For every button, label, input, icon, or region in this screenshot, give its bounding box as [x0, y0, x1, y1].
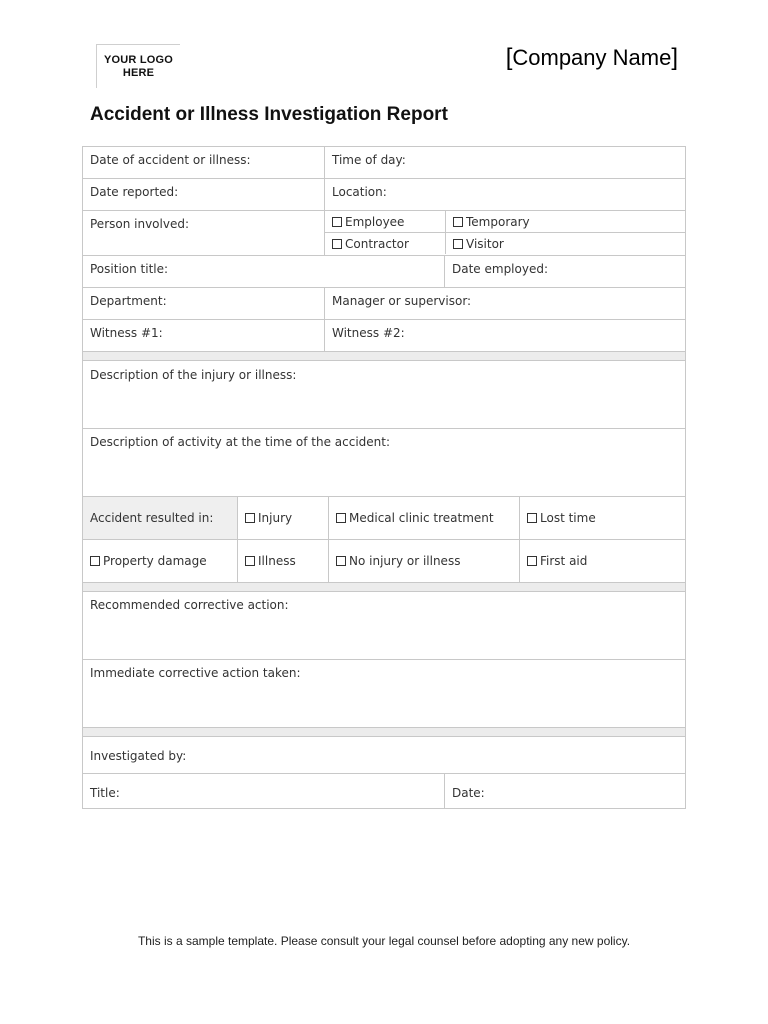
- date-reported-field[interactable]: [83, 179, 324, 210]
- property-damage-checkbox[interactable]: [90, 556, 100, 566]
- property-damage-option[interactable]: [83, 540, 237, 582]
- no-injury-label: No injury or illness: [349, 554, 461, 568]
- date-of-accident-label: Date of accident or illness:: [90, 153, 251, 167]
- location-field[interactable]: [324, 179, 685, 210]
- visitor-checkbox[interactable]: [453, 239, 463, 249]
- lost-time-label: Lost time: [540, 511, 596, 525]
- report-form: [82, 146, 686, 809]
- section-divider: [82, 582, 686, 591]
- illness-checkbox[interactable]: [245, 556, 255, 566]
- form-row-position: [82, 255, 686, 287]
- title-field[interactable]: [83, 774, 444, 808]
- injury-description-label: Description of the injury or illness:: [90, 368, 297, 382]
- witness2-label: Witness #2:: [332, 326, 405, 340]
- company-bracket-open: [: [505, 44, 513, 71]
- witness1-label: Witness #1:: [90, 326, 163, 340]
- recommended-action-field[interactable]: [83, 592, 685, 659]
- page-title: Accident or Illness Investigation Report: [90, 104, 448, 125]
- first-aid-checkbox[interactable]: [527, 556, 537, 566]
- contractor-checkbox[interactable]: [332, 239, 342, 249]
- investigated-by-label: Investigated by:: [90, 749, 187, 763]
- form-row-recommended-action: [82, 591, 686, 659]
- logo-text-line2: HERE: [122, 67, 155, 79]
- location-label: Location:: [332, 185, 387, 199]
- lost-time-checkbox[interactable]: [527, 513, 537, 523]
- date-field[interactable]: [444, 774, 685, 808]
- date-employed-label: Date employed:: [452, 262, 549, 276]
- injury-label: Injury: [258, 511, 293, 525]
- immediate-action-field[interactable]: [83, 660, 685, 727]
- temporary-label: Temporary: [466, 215, 530, 229]
- activity-description-field[interactable]: [83, 429, 685, 496]
- employee-label: Employee: [345, 215, 405, 229]
- manager-field[interactable]: [324, 288, 685, 319]
- witness2-field[interactable]: [324, 320, 685, 351]
- company-name-text: Company Name: [512, 45, 672, 70]
- no-injury-checkbox[interactable]: [336, 556, 346, 566]
- form-row-results-2: [82, 539, 686, 582]
- temporary-checkbox[interactable]: [453, 217, 463, 227]
- company-name: [506, 44, 678, 72]
- employee-checkbox[interactable]: [332, 217, 342, 227]
- department-label: Department:: [90, 294, 167, 308]
- contractor-label: Contractor: [345, 237, 409, 251]
- injury-option[interactable]: [237, 497, 328, 539]
- footer-disclaimer: This is a sample template. Please consult your legal counsel before adopting any new policy.: [137, 934, 631, 948]
- manager-label: Manager or supervisor:: [332, 294, 472, 308]
- temporary-option[interactable]: [445, 211, 685, 232]
- form-row-person-involved: [82, 210, 686, 255]
- person-involved-label: Person involved:: [90, 217, 189, 231]
- date-employed-field[interactable]: [444, 256, 685, 287]
- accident-resulted-in-label: Accident resulted in:: [90, 511, 214, 525]
- section-divider: [82, 727, 686, 736]
- form-row-reported-location: [82, 178, 686, 210]
- injury-checkbox[interactable]: [245, 513, 255, 523]
- visitor-option[interactable]: [445, 233, 685, 254]
- company-bracket-close: ]: [671, 44, 678, 71]
- form-row-witnesses: [82, 319, 686, 351]
- date-reported-label: Date reported:: [90, 185, 179, 199]
- form-row-title-date: [82, 773, 686, 809]
- witness1-field[interactable]: [83, 320, 324, 351]
- no-injury-option[interactable]: [328, 540, 519, 582]
- visitor-label: Visitor: [466, 237, 504, 251]
- logo-placeholder: [96, 44, 180, 88]
- form-row-investigated-by: [82, 736, 686, 773]
- title-label: Title:: [90, 786, 120, 800]
- injury-description-field[interactable]: [83, 361, 685, 428]
- time-of-day-field[interactable]: [324, 147, 685, 178]
- recommended-action-label: Recommended corrective action:: [90, 598, 289, 612]
- section-divider: [82, 351, 686, 360]
- illness-label: Illness: [258, 554, 296, 568]
- date-of-accident-field[interactable]: [83, 147, 324, 178]
- first-aid-option[interactable]: [519, 540, 685, 582]
- form-row-immediate-action: [82, 659, 686, 727]
- position-title-label: Position title:: [90, 262, 169, 276]
- logo-text-line1: YOUR LOGO: [103, 54, 174, 66]
- property-damage-label: Property damage: [103, 554, 207, 568]
- medical-clinic-checkbox[interactable]: [336, 513, 346, 523]
- accident-resulted-in-cell: [83, 497, 237, 539]
- time-of-day-label: Time of day:: [332, 153, 406, 167]
- employee-option[interactable]: [325, 211, 445, 232]
- form-row-date-time: [82, 146, 686, 178]
- illness-option[interactable]: [237, 540, 328, 582]
- position-title-field[interactable]: [83, 256, 444, 287]
- person-involved-cell: [83, 211, 324, 255]
- investigated-by-field[interactable]: [83, 737, 685, 773]
- form-row-results-1: [82, 496, 686, 539]
- first-aid-label: First aid: [540, 554, 588, 568]
- form-row-injury-description: [82, 360, 686, 428]
- medical-clinic-label: Medical clinic treatment: [349, 511, 494, 525]
- medical-clinic-option[interactable]: [328, 497, 519, 539]
- form-row-department: [82, 287, 686, 319]
- immediate-action-label: Immediate corrective action taken:: [90, 666, 301, 680]
- lost-time-option[interactable]: [519, 497, 685, 539]
- activity-description-label: Description of activity at the time of the accident:: [90, 435, 391, 449]
- contractor-option[interactable]: [325, 233, 445, 254]
- department-field[interactable]: [83, 288, 324, 319]
- form-row-activity-description: [82, 428, 686, 496]
- date-label: Date:: [452, 786, 485, 800]
- person-type-options: [324, 211, 685, 255]
